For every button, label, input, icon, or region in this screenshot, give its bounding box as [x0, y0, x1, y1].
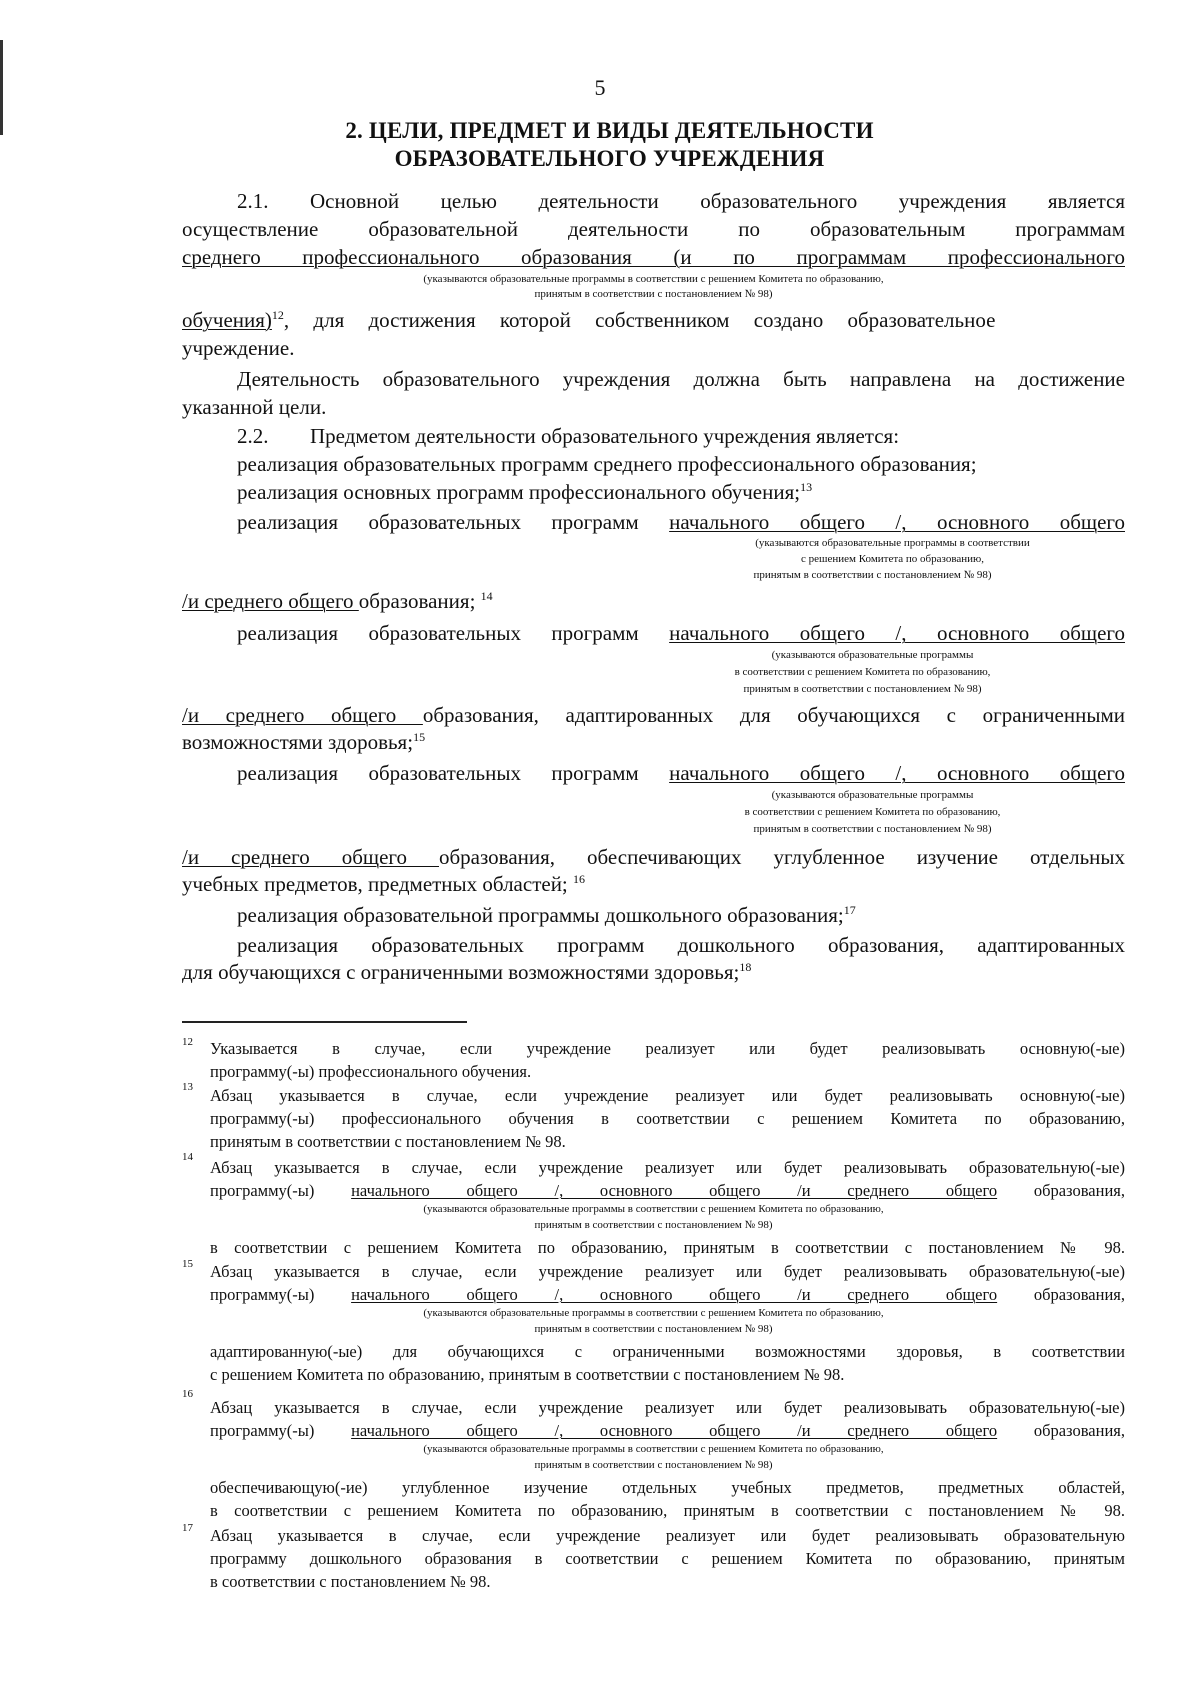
activity-item-4-text: реализация образовательных программ: [237, 621, 670, 645]
footnote-number: 16: [182, 1388, 193, 1400]
activity-item-7-text: для обучающихся с ограниченными возможностями здоровья;: [182, 960, 740, 984]
section-heading-line2: ОБРАЗОВАТЕЛЬНОГО УЧРЕЖДЕНИЯ: [394, 146, 825, 171]
activity-item-1: реализация образовательных программ среднего профессионального образования;: [237, 452, 977, 476]
activity-item-6: [237, 903, 856, 927]
instruction-note: принятым в соответствии с постановлением № 98): [534, 288, 773, 300]
activity-item-7-line1: реализация образовательных программ дошкольного образования, адаптированных: [237, 933, 1125, 957]
footnote-12-line2: программу(-ы) профессионального обучения.: [210, 1062, 532, 1081]
clause-2-1-line1: Основной целью деятельности образовательного учреждения является: [310, 189, 1125, 213]
underlined-program-text: /и среднего общего: [182, 703, 423, 727]
instruction-note: принятым в соответствии с постановлением № 98): [534, 1219, 773, 1231]
activity-item-2-text: реализация основных программ профессионального обучения;: [237, 480, 801, 504]
activity-item-6-text: реализация образовательной программы дошкольного образования;: [237, 903, 844, 927]
clause-2-1-line5: учреждение.: [182, 336, 295, 360]
purpose-paragraph-line2: указанной цели.: [182, 395, 327, 419]
footnote-ref: 12: [271, 308, 284, 322]
footnote-16-text: программу(-ы): [210, 1421, 352, 1440]
instruction-note: с решением Комитета по образованию,: [801, 553, 984, 565]
footnote-16-line3: обеспечивающую(-ие) углубленное изучение отдельных учебных предметов, предметных областей,: [210, 1478, 1125, 1497]
instruction-note: (указываются образовательные программы в соответствии с решением Комитета по образованию,: [423, 1203, 884, 1215]
footnote-15-text: образования,: [997, 1285, 1125, 1304]
underlined-program-text: начального общего /, основного общего: [669, 761, 1125, 785]
instruction-note: принятым в соответствии с постановлением № 98): [534, 1459, 773, 1471]
underlined-program-text: начального общего /, основного общего: [669, 510, 1125, 534]
activity-item-5-text: образования, обеспечивающих углубленное изучение отдельных: [439, 845, 1125, 869]
activity-item-5-text: учебных предметов, предметных областей;: [182, 872, 568, 896]
instruction-note: принятым в соответствии с постановлением № 98): [753, 569, 992, 581]
activity-item-3-text: образования;: [358, 589, 476, 613]
instruction-note: (указываются образовательные программы: [771, 649, 974, 661]
footnote-16-line1: Абзац указывается в случае, если учреждение реализует или будет реализовывать образовательную(-ые): [210, 1398, 1125, 1417]
page-number: 5: [594, 75, 606, 100]
footnote-ref: 17: [843, 903, 856, 917]
footnote-ref: 13: [800, 480, 813, 494]
footnote-ref: 14: [480, 589, 493, 603]
activity-item-4-line2: [182, 703, 1125, 727]
activity-item-5-line3: [182, 872, 585, 896]
footnote-14-line2: [210, 1181, 1125, 1201]
purpose-paragraph-line1: Деятельность образовательного учреждения должна быть направлена на достижение: [237, 367, 1125, 391]
footnote-number: 15: [182, 1258, 193, 1270]
clause-number-2-1: 2.1.: [237, 189, 269, 213]
clause-number-2-2: 2.2.: [237, 424, 269, 448]
footnote-15-line3: адаптированную(-ые) для обучающихся с ограниченными возможностями здоровья, в соответствии: [210, 1342, 1125, 1361]
activity-item-5-line1: [237, 761, 1125, 785]
clause-2-2-line1: Предметом деятельности образовательного учреждения является:: [310, 424, 900, 448]
underlined-program-text: начального общего /, основного общего: [669, 621, 1125, 645]
footnote-15-line4: с решением Комитета по образованию, принятым в соответствии с постановлением № 98.: [210, 1365, 845, 1384]
clause-2-1-line2: осуществление образовательной деятельности по образовательным программам: [182, 217, 1125, 241]
activity-item-7-line2: [182, 960, 751, 984]
activity-item-2: [237, 480, 812, 504]
instruction-note: (указываются образовательные программы в соответствии с решением Комитета по образованию,: [423, 1307, 884, 1319]
underlined-program-text: /и среднего общего: [182, 589, 359, 613]
underlined-program-text: обучения): [182, 308, 272, 332]
activity-item-4-line1: [237, 621, 1125, 645]
footnote-14-line1: Абзац указывается в случае, если учреждение реализует или будет реализовывать образовательную(-ые): [210, 1158, 1125, 1177]
activity-item-4-text: образования, адаптированных для обучающихся с ограниченными: [422, 703, 1125, 727]
instruction-note: (указываются образовательные программы в соответствии: [755, 537, 1030, 549]
clause-2-1-line4-rest: , для достижения которой собственником создано образовательное: [283, 308, 996, 332]
footnote-number: 17: [182, 1522, 193, 1534]
footnote-ref: 15: [413, 730, 426, 744]
footnote-13-line3: принятым в соответствии с постановлением № 98.: [210, 1132, 566, 1151]
footnote-14-line3: в соответствии с решением Комитета по образованию, принятым в соответствии с постановлением № 98.: [210, 1238, 1125, 1257]
instruction-note: в соответствии с решением Комитета по образованию,: [744, 806, 1001, 818]
clause-2-1-line3: [182, 245, 1125, 269]
activity-item-4-line3: [182, 730, 425, 754]
footnote-17-line1: Абзац указывается в случае, если учреждение реализует или будет реализовывать образовательную: [210, 1526, 1125, 1545]
activity-item-3-line1: [237, 510, 1125, 534]
footnote-number: 13: [182, 1081, 193, 1093]
underlined-program-text: начального общего /, основного общего /и среднего общего: [351, 1181, 998, 1200]
activity-item-5-text: реализация образовательных программ: [237, 761, 670, 785]
footnote-17-line3: в соответствии с постановлением № 98.: [210, 1572, 491, 1591]
instruction-note: принятым в соответствии с постановлением № 98): [534, 1323, 773, 1335]
footnote-16-line4: в соответствии с решением Комитета по образованию, принятым в соответствии с постановлением № 98.: [210, 1501, 1125, 1520]
footnote-14-text: программу(-ы): [210, 1181, 352, 1200]
underlined-program-text: /и среднего общего: [182, 845, 439, 869]
footnote-12-line1: Указывается в случае, если учреждение реализует или будет реализовывать основную(-ые): [210, 1039, 1125, 1058]
footnote-ref: 16: [573, 872, 586, 886]
footnote-15-line2: [210, 1285, 1125, 1305]
section-heading-line1: 2. ЦЕЛИ, ПРЕДМЕТ И ВИДЫ ДЕЯТЕЛЬНОСТИ: [345, 118, 874, 143]
footnote-13-line2: программу(-ы) профессионального обучения в соответствии с решением Комитета по образованию,: [210, 1109, 1125, 1128]
instruction-note: принятым в соответствии с постановлением № 98): [753, 823, 992, 835]
clause-2-1-line4: [182, 308, 1125, 332]
activity-item-4-text: возможностями здоровья;: [182, 730, 414, 754]
instruction-note: (указываются образовательные программы: [771, 789, 974, 801]
activity-item-5-line2: [182, 845, 1125, 869]
footnote-13-line1: Абзац указывается в случае, если учреждение реализует или будет реализовывать основную(-ые): [210, 1086, 1125, 1105]
footnote-separator: [182, 1021, 467, 1023]
footnote-number: 14: [182, 1151, 193, 1163]
footnote-16-text: образования,: [997, 1421, 1125, 1440]
footnote-number: 12: [182, 1036, 193, 1048]
instruction-note: (указываются образовательные программы в соответствии с решением Комитета по образованию,: [423, 273, 884, 285]
scan-margin-mark: [0, 40, 3, 135]
instruction-note: в соответствии с решением Комитета по образованию,: [734, 666, 991, 678]
footnote-16-line2: [210, 1421, 1125, 1441]
footnote-ref: 18: [739, 960, 752, 974]
footnote-17-line2: программу дошкольного образования в соответствии с решением Комитета по образованию, принятым: [210, 1549, 1125, 1568]
underlined-program-text: начального общего /, основного общего /и среднего общего: [351, 1285, 998, 1304]
footnote-15-line1: Абзац указывается в случае, если учреждение реализует или будет реализовывать образовательную(-ые): [210, 1262, 1125, 1281]
underlined-program-text: начального общего /, основного общего /и среднего общего: [351, 1421, 998, 1440]
activity-item-3-line2: [182, 589, 493, 613]
underlined-program-text: среднего профессионального образования (и по программам профессионального: [182, 245, 1125, 269]
footnote-14-text: образования,: [997, 1181, 1125, 1200]
footnote-15-text: программу(-ы): [210, 1285, 352, 1304]
activity-item-3-text: реализация образовательных программ: [237, 510, 670, 534]
instruction-note: принятым в соответствии с постановлением № 98): [743, 683, 982, 695]
instruction-note: (указываются образовательные программы в соответствии с решением Комитета по образованию,: [423, 1443, 884, 1455]
